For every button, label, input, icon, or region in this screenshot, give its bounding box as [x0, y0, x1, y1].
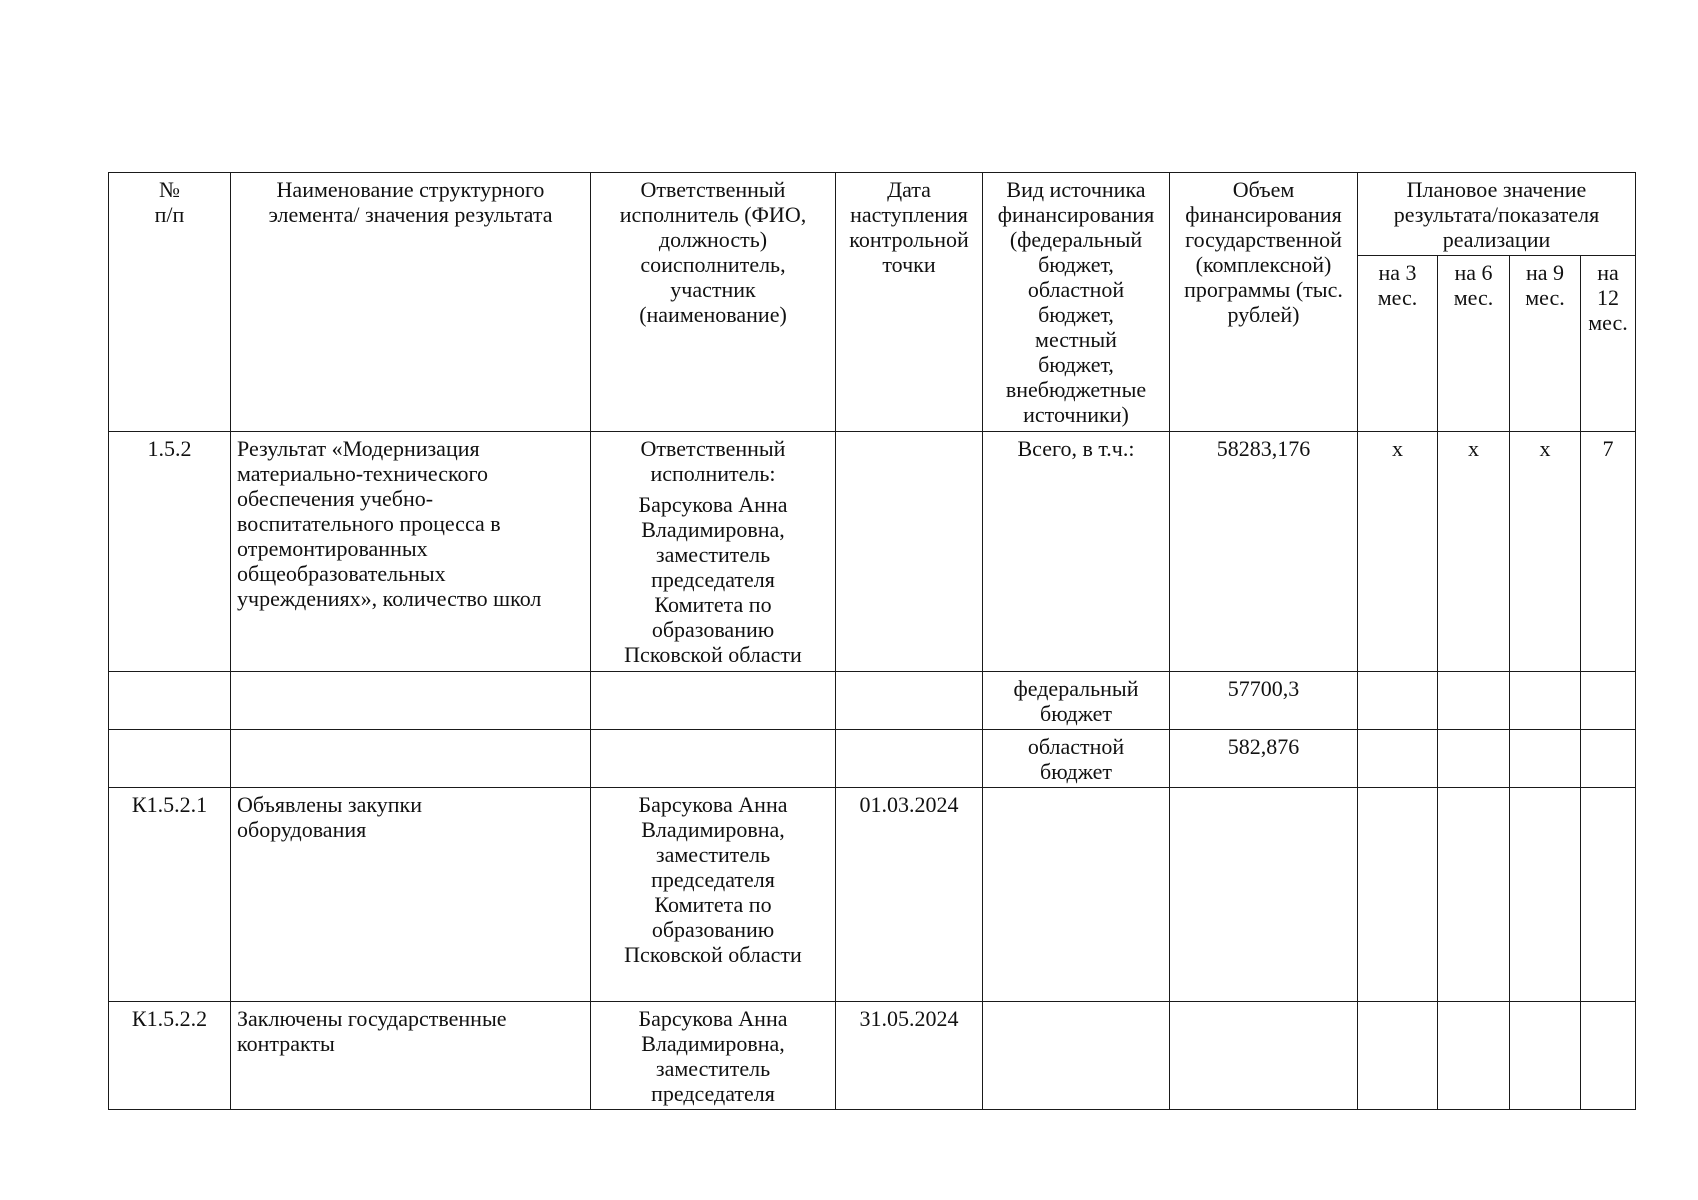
- header-volume: Объем финансирования государственной (комплексной) программы (тыс. рублей): [1170, 173, 1358, 432]
- row-executor: Ответственный исполнитель: Барсукова Анна Владимировна, заместитель председателя Комитета по образованию Псковской области: [591, 432, 836, 672]
- header-m6: на 6 мес.: [1438, 256, 1510, 432]
- row-num: К1.5.2.2: [109, 1002, 231, 1110]
- row-m9: [1510, 1002, 1581, 1110]
- table-row: [109, 788, 1636, 1002]
- row-m12: [1581, 730, 1636, 788]
- row-date: 31.05.2024: [836, 1002, 983, 1110]
- row-m3: [1358, 788, 1438, 1002]
- row-name: [231, 672, 591, 730]
- row-m9: [1510, 672, 1581, 730]
- row-m6: [1438, 730, 1510, 788]
- row-date: [836, 672, 983, 730]
- row-m9: х: [1510, 432, 1581, 672]
- table-row: [109, 730, 1636, 788]
- row-m12: [1581, 1002, 1636, 1110]
- row-name: Объявлены закупки оборудования: [231, 788, 591, 1002]
- row-source: областной бюджет: [983, 730, 1170, 788]
- row-num: К1.5.2.1: [109, 788, 231, 1002]
- header-m9: на 9 мес.: [1510, 256, 1581, 432]
- row-executor: Барсукова Анна Владимировна, заместитель председателя Комитета по образованию Псковской области: [591, 788, 836, 1002]
- row-volume: 57700,3: [1170, 672, 1358, 730]
- row-volume: [1170, 788, 1358, 1002]
- row-executor: [591, 672, 836, 730]
- row-source: федеральный бюджет: [983, 672, 1170, 730]
- row-num: [109, 730, 231, 788]
- row-source: [983, 788, 1170, 1002]
- row-m3: х: [1358, 432, 1438, 672]
- row-m12: [1581, 672, 1636, 730]
- row-m6: х: [1438, 432, 1510, 672]
- row-name: [231, 730, 591, 788]
- table-row: [109, 1002, 1636, 1110]
- row-executor: Барсукова Анна Владимировна, заместитель председателя: [591, 1002, 836, 1110]
- header-executor: Ответственный исполнитель (ФИО, должность) соисполнитель, участник (наименование): [591, 173, 836, 432]
- row-m9: [1510, 730, 1581, 788]
- table-row: [109, 432, 1636, 672]
- row-source: [983, 1002, 1170, 1110]
- row-volume: 58283,176: [1170, 432, 1358, 672]
- row-volume: 582,876: [1170, 730, 1358, 788]
- row-executor: [591, 730, 836, 788]
- row-date: [836, 730, 983, 788]
- row-num: [109, 672, 231, 730]
- row-m3: [1358, 730, 1438, 788]
- row-m6: [1438, 788, 1510, 1002]
- header-m12: на 12 мес.: [1581, 256, 1636, 432]
- row-m12: [1581, 788, 1636, 1002]
- row-m6: [1438, 672, 1510, 730]
- row-m3: [1358, 1002, 1438, 1110]
- row-m12: 7: [1581, 432, 1636, 672]
- row-m6: [1438, 1002, 1510, 1110]
- header-source: Вид источника финансирования (федеральный бюджет, областной бюджет, местный бюджет, внебюджетные источники): [983, 173, 1170, 432]
- row-m9: [1510, 788, 1581, 1002]
- header-plan: Плановое значение результата/показателя реализации: [1358, 173, 1636, 256]
- plan-table: [108, 172, 1636, 1110]
- row-volume: [1170, 1002, 1358, 1110]
- header-m3: на 3 мес.: [1358, 256, 1438, 432]
- table-row: [109, 672, 1636, 730]
- header-num: № п/п: [109, 173, 231, 432]
- row-name: Заключены государственные контракты: [231, 1002, 591, 1110]
- header-name: Наименование структурного элемента/ значения результата: [231, 173, 591, 432]
- row-source: Всего, в т.ч.:: [983, 432, 1170, 672]
- row-name: Результат «Модернизация материально-технического обеспечения учебно- воспитательного процесса в отремонтированных общеобразовательных учреждениях», количество школ: [231, 432, 591, 672]
- row-date: [836, 432, 983, 672]
- header-row: [109, 173, 1636, 256]
- row-date: 01.03.2024: [836, 788, 983, 1002]
- row-num: 1.5.2: [109, 432, 231, 672]
- header-date: Дата наступления контрольной точки: [836, 173, 983, 432]
- row-m3: [1358, 672, 1438, 730]
